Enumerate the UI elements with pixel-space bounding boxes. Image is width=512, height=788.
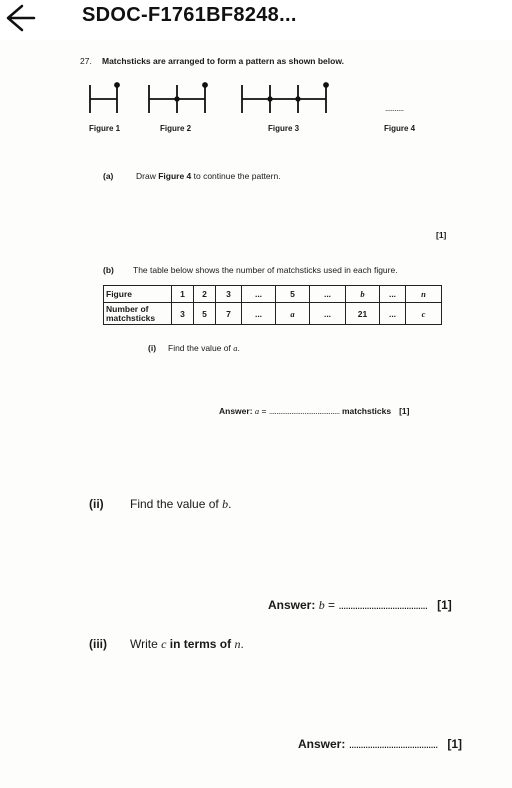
table-cell: 7 xyxy=(216,303,242,325)
table-row xyxy=(104,303,442,325)
table-cell: ... xyxy=(242,286,276,303)
question-number: 27. xyxy=(80,56,92,66)
sub-i-answer-line: Answer: a = ...................................... matchsticks [1] xyxy=(219,406,410,416)
table-cell: 5 xyxy=(194,303,216,325)
app-bar xyxy=(0,0,512,40)
part-b-label: (b) xyxy=(103,265,114,275)
matchstick-table xyxy=(103,285,442,325)
part-b-text: The table below shows the number of matchsticks used in each figure. xyxy=(133,265,398,275)
table-row xyxy=(104,286,442,303)
figure-3-drawing xyxy=(242,83,328,113)
table-cell: ... xyxy=(380,303,406,325)
question-stem: Matchsticks are arranged to form a pattern as shown below. xyxy=(102,56,344,66)
sub-ii-answer-line: Answer: b = ...................................... [1] xyxy=(268,598,452,612)
document-title: SDOC-F1761BF8248... xyxy=(82,4,297,26)
table-cell: 3 xyxy=(172,303,194,325)
figure-3-label: Figure 3 xyxy=(268,124,300,133)
part-a-marks: [1] xyxy=(436,230,447,240)
table-cell: b xyxy=(346,286,380,303)
figure-2-drawing xyxy=(149,83,207,113)
document-page xyxy=(0,40,512,788)
sub-iii-answer-line: Answer: ...................................... [1] xyxy=(298,737,463,751)
table-cell: ... xyxy=(310,303,346,325)
table-cell: 1 xyxy=(172,286,194,303)
sub-i-label: (i) xyxy=(148,343,157,353)
sub-iii-label: (iii) xyxy=(89,637,107,651)
sub-ii-text: Find the value of b. xyxy=(130,497,232,511)
table-cell: c xyxy=(406,303,442,325)
table-cell: ... xyxy=(242,303,276,325)
sub-i-text: Find the value of a. xyxy=(168,343,240,353)
table-cell: 3 xyxy=(216,286,242,303)
figure-4-placeholder: .......... xyxy=(385,103,404,113)
table-cell: a xyxy=(276,303,310,325)
table-cell: ... xyxy=(380,286,406,303)
table-cell: Number of matchsticks xyxy=(104,303,172,325)
figure-1-label: Figure 1 xyxy=(89,124,121,133)
table-cell: n xyxy=(406,286,442,303)
part-a-text: Draw Figure 4 to continue the pattern. xyxy=(136,171,281,181)
sub-ii-label: (ii) xyxy=(89,497,104,511)
part-a-label: (a) xyxy=(103,171,114,181)
table-cell: 2 xyxy=(194,286,216,303)
table-cell: ... xyxy=(310,286,346,303)
figure-1-drawing xyxy=(90,83,119,113)
sub-iii-text: Write c in terms of n. xyxy=(130,637,244,651)
table-cell: 5 xyxy=(276,286,310,303)
figure-4-label: Figure 4 xyxy=(384,124,416,133)
figure-2-label: Figure 2 xyxy=(160,124,192,133)
back-button[interactable] xyxy=(0,2,40,34)
table-cell: 21 xyxy=(346,303,380,325)
matchstick-pattern-figure xyxy=(0,40,512,150)
arrow-left-icon xyxy=(0,2,40,34)
table-cell: Figure xyxy=(104,286,172,303)
